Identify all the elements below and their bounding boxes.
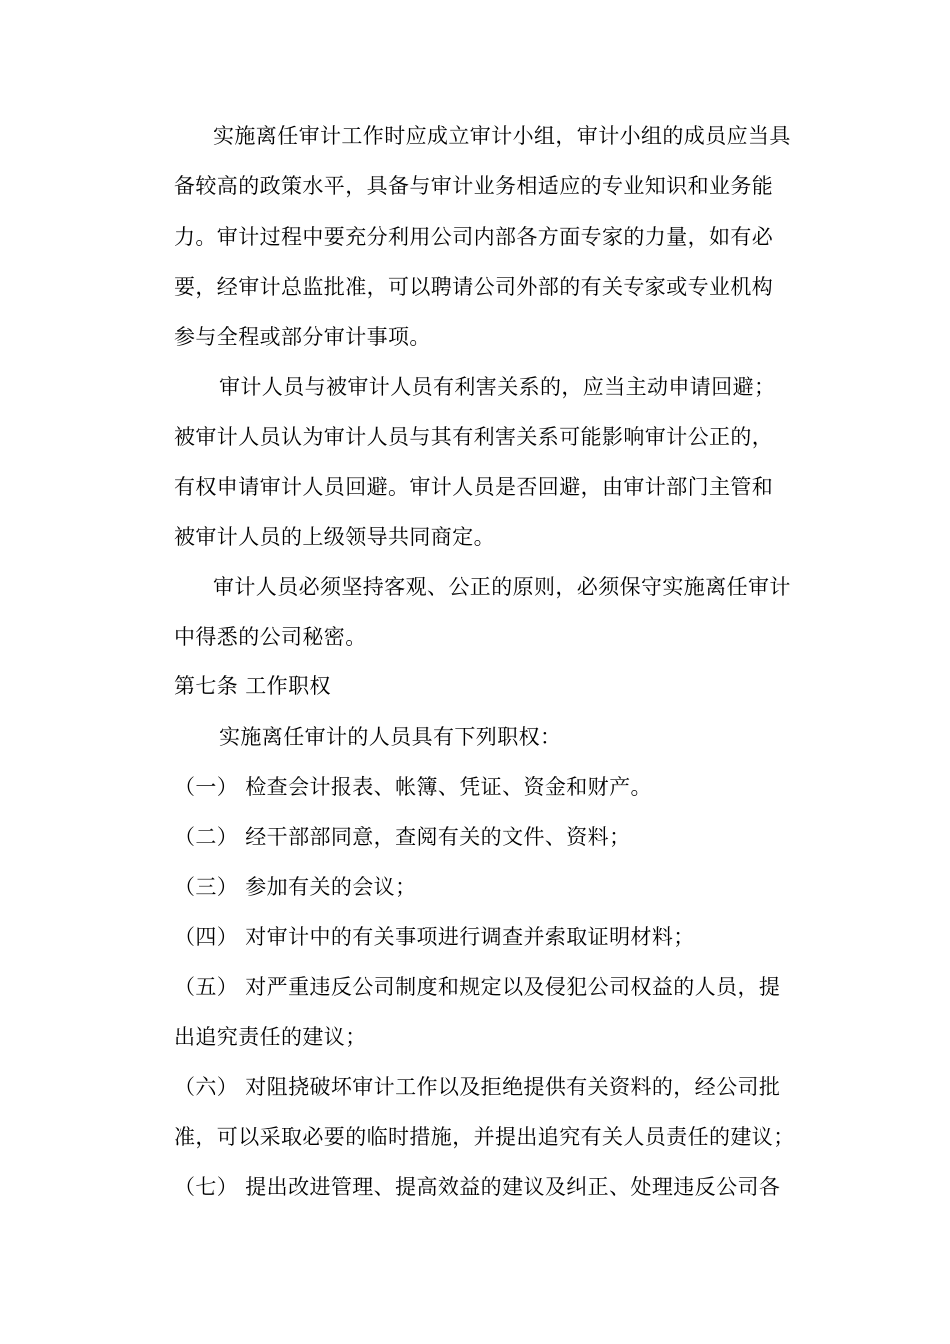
paragraph-line: 实施离任审计的人员具有下列职权： xyxy=(219,725,562,749)
paragraph-line: 审计人员与被审计人员有利害关系的，应当主动申请回避； xyxy=(219,375,776,399)
list-item: （五） 对严重违反公司制度和规定以及侵犯公司权益的人员，提 xyxy=(174,975,781,999)
list-item-continuation: 准，可以采取必要的临时措施，并提出追究有关人员责任的建议； xyxy=(174,1125,795,1149)
paragraph-line: 要，经审计总监批准，可以聘请公司外部的有关专家或专业机构 xyxy=(174,275,774,299)
paragraph-line: 力。审计过程中要充分利用公司内部各方面专家的力量，如有必 xyxy=(174,225,774,249)
list-item: （三） 参加有关的会议； xyxy=(174,875,417,899)
paragraph-line: 被审计人员认为审计人员与其有利害关系可能影响审计公正的， xyxy=(174,425,774,449)
paragraph-line: 实施离任审计工作时应成立审计小组，审计小组的成员应当具 xyxy=(213,124,791,148)
paragraph-line: 参与全程或部分审计事项。 xyxy=(174,325,431,349)
list-item: （七） 提出改进管理、提高效益的建议及纠正、处理违反公司各 xyxy=(174,1175,781,1199)
list-item: （一） 检查会计报表、帐簿、凭证、资金和财产。 xyxy=(174,775,652,799)
list-item-continuation: 出追究责任的建议； xyxy=(174,1025,367,1049)
paragraph-line: 中得悉的公司秘密。 xyxy=(174,625,367,649)
section-heading: 第七条 工作职权 xyxy=(174,674,331,698)
paragraph-line: 备较高的政策水平，具备与审计业务相适应的专业知识和业务能 xyxy=(174,174,774,198)
list-item: （四） 对审计中的有关事项进行调查并索取证明材料； xyxy=(174,925,695,949)
paragraph-line: 审计人员必须坚持客观、公正的原则，必须保守实施离任审计 xyxy=(213,575,791,599)
paragraph-line: 被审计人员的上级领导共同商定。 xyxy=(174,525,495,549)
list-item: （六） 对阻挠破坏审计工作以及拒绝提供有关资料的，经公司批 xyxy=(174,1075,781,1099)
list-item: （二） 经干部部同意，查阅有关的文件、资料； xyxy=(174,825,631,849)
paragraph-line: 有权申请审计人员回避。审计人员是否回避，由审计部门主管和 xyxy=(174,475,774,499)
